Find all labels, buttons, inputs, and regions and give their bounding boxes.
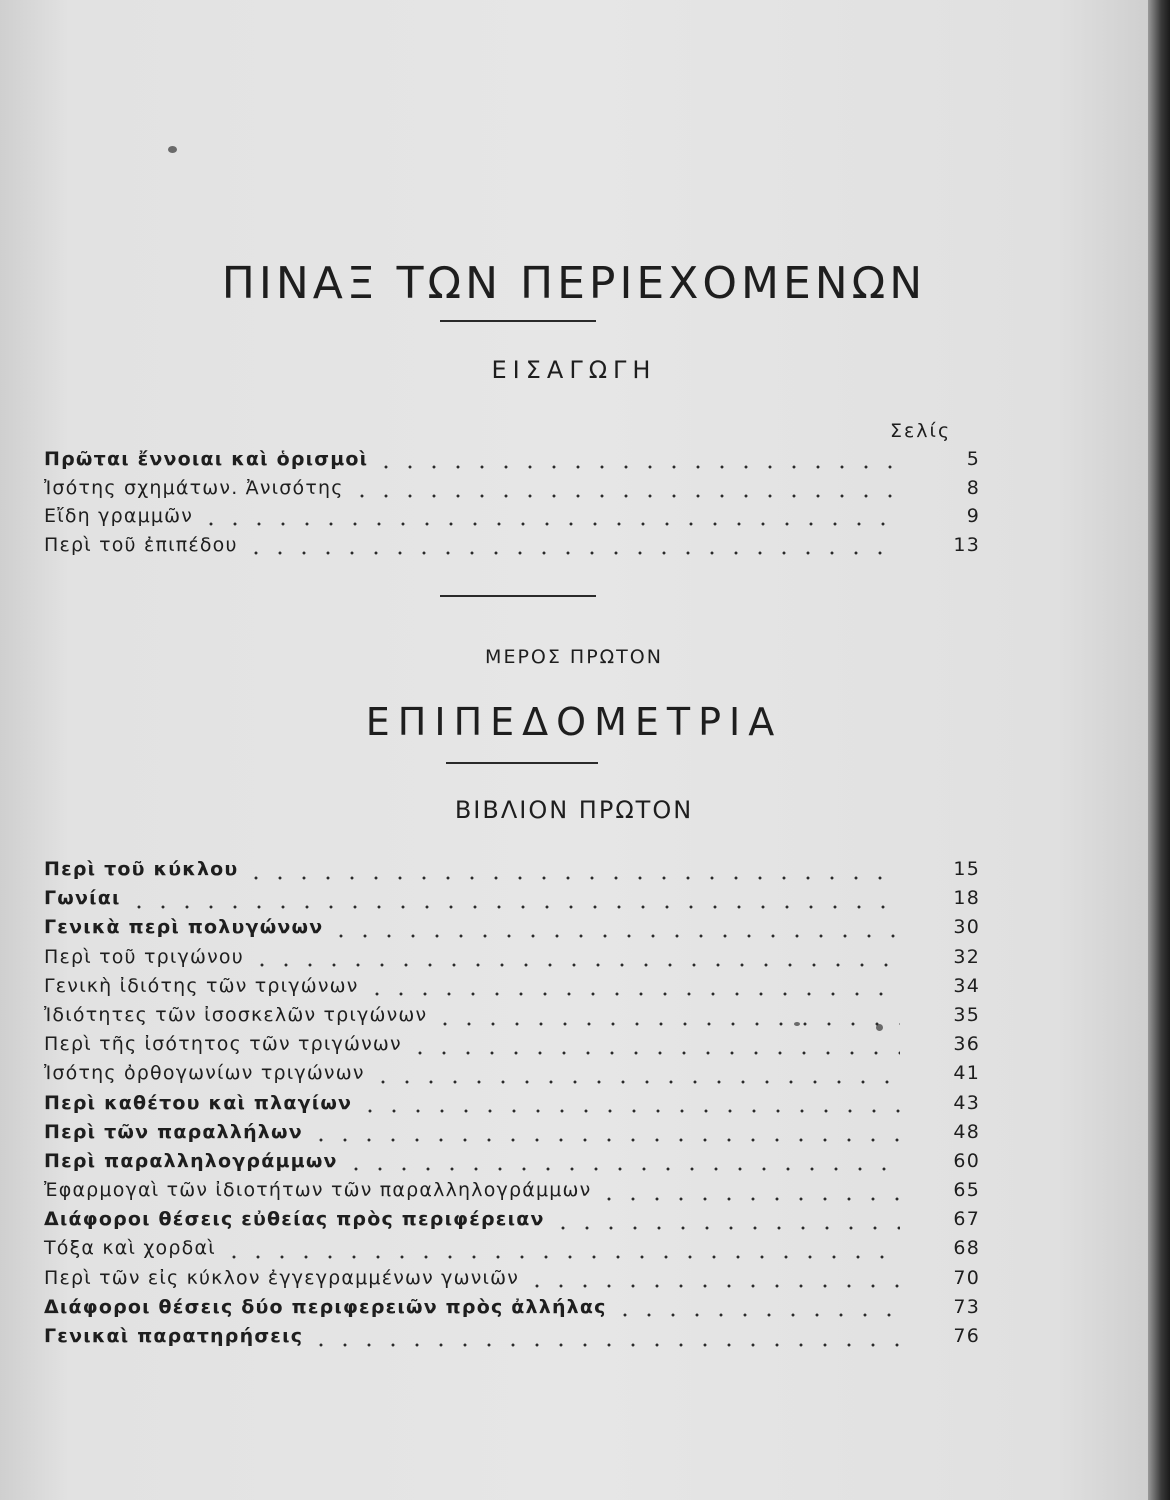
page-edge-shadow	[1148, 0, 1170, 1500]
dot-leader	[433, 1022, 900, 1026]
toc-entry-page: 5	[966, 448, 980, 470]
toc-entry-page: 9	[966, 505, 980, 527]
toc-entry-page: 30	[953, 916, 980, 939]
toc-entry-page: 41	[953, 1062, 980, 1085]
toc-entry-page: 34	[953, 974, 980, 997]
toc-entry	[44, 1237, 980, 1266]
page-column-label: Σελίς	[890, 420, 952, 442]
dot-leader	[244, 551, 900, 555]
toc-entry	[44, 534, 980, 563]
book-title: ΒΙΒΛΙΟΝ ΠΡΩΤΟΝ	[454, 796, 694, 824]
toc-entry	[44, 477, 980, 506]
toc-entry	[44, 448, 980, 477]
toc-entry	[44, 1033, 980, 1062]
toc-entry-title: Γωνίαι	[44, 887, 121, 910]
dot-leader	[199, 522, 900, 526]
toc-entry-title: Ἰδιότητες τῶν ἰσοσκελῶν τριγώνων	[44, 1003, 428, 1026]
toc-entry-page: 76	[953, 1325, 980, 1347]
part-label: ΜΕΡΟΣ ΠΡΩΤΟΝ	[485, 646, 663, 668]
toc-entry-page: 43	[953, 1091, 980, 1114]
dot-leader	[613, 1313, 900, 1317]
toc-entry	[44, 1004, 980, 1033]
toc-entry-title: Περὶ καθέτου καὶ πλαγίων	[44, 1091, 353, 1114]
toc-entry-title: Διάφοροι θέσεις δύο περιφερειῶν πρὸς ἀλλήλας	[44, 1295, 607, 1318]
toc-entry-page: 68	[953, 1237, 980, 1260]
toc-entry	[44, 858, 980, 887]
toc-entry	[44, 505, 980, 534]
intro-toc	[44, 448, 980, 562]
toc-entry-title: Περὶ τοῦ κύκλου	[44, 858, 239, 880]
toc-entry-title: Περὶ τῶν εἰς κύκλον ἐγγεγραμμένων γωνιῶν	[44, 1266, 520, 1289]
section-divider	[440, 595, 596, 597]
toc-entry-title: Περὶ τῆς ἰσότητος τῶν τριγώνων	[44, 1033, 402, 1056]
dot-leader	[350, 494, 900, 498]
toc-entry-title: Διάφοροι θέσεις εὐθείας πρὸς περιφέρειαν	[44, 1208, 545, 1231]
dot-leader	[127, 905, 900, 909]
dot-leader	[551, 1226, 900, 1230]
toc-entry-title: Ἰσότης ὀρθογωνίων τριγώνων	[44, 1062, 365, 1085]
toc-entry-title: Ἐφαρμογαὶ τῶν ἰδιοτήτων τῶν παραλληλογράμμων	[44, 1179, 592, 1202]
toc-entry-title: Περὶ τοῦ ἐπιπέδου	[44, 533, 238, 556]
toc-entry	[44, 887, 980, 916]
dot-leader	[374, 465, 900, 469]
toc-entry-page: 73	[953, 1295, 980, 1318]
toc-entry	[44, 1325, 980, 1354]
dot-leader	[597, 1197, 900, 1201]
toc-entry-title: Ἰσότης σχημάτων. Ἀνισότης	[44, 476, 344, 499]
page-title: ΠΙΝΑΞ ΤΩΝ ΠΕΡΙΕΧΟΜΕΝΩΝ	[221, 258, 927, 309]
intro-heading: ΕΙΣΑΓΩΓΗ	[491, 356, 657, 384]
toc-entry	[44, 1296, 980, 1325]
toc-entry-page: 70	[953, 1266, 980, 1289]
toc-entry	[44, 1150, 980, 1179]
dot-leader	[329, 934, 900, 938]
dot-leader	[365, 992, 900, 996]
toc-entry-title: Περὶ τῶν παραλλήλων	[44, 1120, 303, 1143]
book-toc	[44, 858, 980, 1354]
dot-leader	[371, 1080, 900, 1084]
dot-leader	[344, 1167, 900, 1171]
part-title-underline	[446, 762, 598, 764]
toc-entry-page: 60	[953, 1149, 980, 1172]
toc-entry-page: 65	[953, 1179, 980, 1202]
part-title: ΕΠΙΠΕΔΟΜΕΤΡΙΑ	[365, 700, 783, 744]
toc-entry-page: 67	[953, 1208, 980, 1231]
toc-entry	[44, 1208, 980, 1237]
title-underline	[440, 320, 596, 322]
toc-entry-title: Εἴδη γραμμῶν	[44, 505, 194, 527]
dot-leader	[309, 1343, 900, 1347]
toc-entry-page: 48	[953, 1120, 980, 1143]
toc-entry-title: Γενικαὶ παρατηρήσεις	[44, 1325, 304, 1347]
toc-entry-page: 8	[966, 476, 980, 499]
dot-leader	[358, 1109, 900, 1113]
toc-entry-title: Τόξα καὶ χορδαὶ	[44, 1237, 216, 1260]
toc-entry	[44, 1267, 980, 1296]
toc-entry-title: Περὶ τοῦ τριγώνου	[44, 945, 244, 968]
dot-leader	[309, 1138, 900, 1142]
dot-leader	[525, 1284, 900, 1288]
toc-entry	[44, 1062, 980, 1091]
toc-entry-page: 36	[953, 1033, 980, 1056]
dot-leader	[222, 1255, 900, 1259]
toc-entry	[44, 1092, 980, 1121]
paper-speck	[168, 146, 177, 153]
toc-entry	[44, 975, 980, 1004]
toc-entry-title: Πρῶται ἔννοιαι καὶ ὁρισμοὶ	[44, 448, 369, 470]
toc-entry	[44, 946, 980, 975]
toc-entry-page: 15	[953, 858, 980, 880]
toc-entry	[44, 1179, 980, 1208]
toc-entry-page: 35	[953, 1003, 980, 1026]
toc-entry-title: Περὶ παραλληλογράμμων	[44, 1149, 338, 1172]
toc-entry-page: 18	[953, 887, 980, 910]
toc-entry	[44, 916, 980, 945]
dot-leader	[408, 1051, 900, 1055]
toc-entry-page: 32	[953, 945, 980, 968]
toc-entry-page: 13	[953, 533, 980, 556]
dot-leader	[250, 963, 900, 967]
dot-leader	[244, 876, 900, 880]
toc-entry-title: Γενικὰ περὶ πολυγώνων	[44, 916, 324, 939]
toc-entry	[44, 1121, 980, 1150]
toc-entry-title: Γενικὴ ἰδιότης τῶν τριγώνων	[44, 974, 359, 997]
